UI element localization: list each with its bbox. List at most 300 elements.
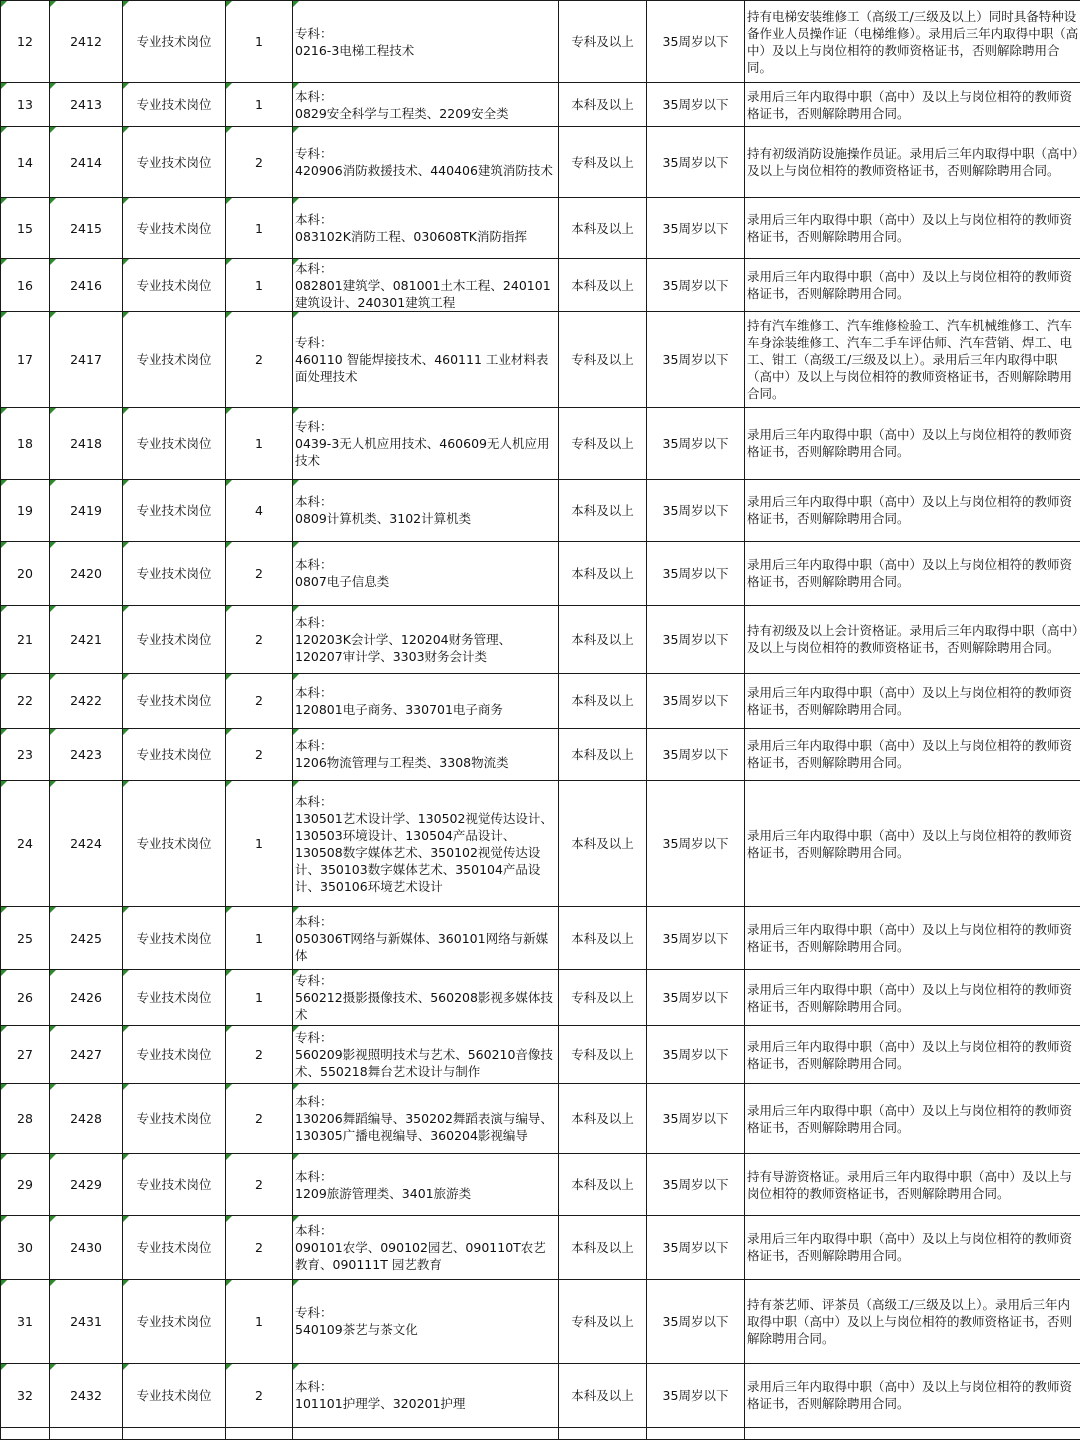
major-list: 1206物流管理与工程类、3308物流类 <box>295 755 509 771</box>
position-code-cell: 2416 <box>50 259 123 312</box>
row-number-cell: 32 <box>1 1363 50 1427</box>
cell-comment-marker-icon <box>226 1364 232 1370</box>
cell-comment-marker-icon <box>1 542 7 548</box>
hire-count-cell: 1 <box>226 83 293 127</box>
row-number-cell: 24 <box>1 780 50 906</box>
other-requirement-cell: 录用后三年内取得中职（高中）及以上与岗位相符的教师资格证书，否则解除聘用合同。 <box>745 1215 1080 1279</box>
row-number-cell: 13 <box>1 83 50 127</box>
cell-comment-marker-icon <box>1 970 7 976</box>
cell-comment-marker-icon <box>293 907 299 913</box>
education-cell: 专科及以上 <box>559 970 647 1026</box>
hire-count-cell: 1 <box>226 259 293 312</box>
cell-comment-marker-icon <box>293 1280 299 1286</box>
cell-comment-marker-icon <box>1 198 7 204</box>
age-requirement-cell: 35周岁以下 <box>647 1 745 83</box>
other-requirement-cell: 录用后三年内取得中职（高中）及以上与岗位相符的教师资格证书，否则解除聘用合同。 <box>745 1363 1080 1427</box>
major-requirement-cell <box>293 970 559 1026</box>
position-code-cell: 2425 <box>50 907 123 970</box>
age-requirement-cell: 35周岁以下 <box>647 83 745 127</box>
education-cell: 本科及以上 <box>559 259 647 312</box>
major-requirement-cell <box>293 312 559 407</box>
major-list: 460110 智能焊接技术、460111 工业材料表面处理技术 <box>295 351 549 384</box>
cell-comment-marker-icon <box>226 259 232 265</box>
table-row <box>1 907 1080 970</box>
cell-comment-marker-icon <box>226 83 232 89</box>
major-requirement-cell <box>293 198 559 259</box>
hire-count-cell: 1 <box>226 198 293 259</box>
age-requirement-cell: 35周岁以下 <box>647 312 745 407</box>
cell-comment-marker-icon <box>293 542 299 548</box>
cell-comment-marker-icon <box>50 907 56 913</box>
cell-comment-marker-icon <box>123 1084 129 1090</box>
empty-cell <box>559 1427 647 1439</box>
position-code-cell: 2417 <box>50 312 123 407</box>
table-row <box>1 673 1080 728</box>
hire-count-cell: 1 <box>226 780 293 906</box>
major-list: 130501艺术设计学、130502视觉传达设计、130503环境设计、130504产品设计、130508数字媒体艺术、350102视觉传达设计、350103数字媒体艺术、350104产品设计、350106环境艺术设计 <box>295 810 553 894</box>
major-list: 120801电子商务、330701电子商务 <box>295 701 503 717</box>
table-row <box>1 1154 1080 1215</box>
position-type-cell: 专业技术岗位 <box>123 312 226 407</box>
major-list: 090101农学、090102园艺、090110T农艺教育、090111T 园艺教育 <box>295 1239 546 1272</box>
cell-comment-marker-icon <box>293 83 299 89</box>
education-cell: 本科及以上 <box>559 83 647 127</box>
cell-comment-marker-icon <box>226 1026 232 1032</box>
major-requirement-cell <box>293 1215 559 1279</box>
cell-comment-marker-icon <box>226 729 232 735</box>
major-level-label: 本科： <box>295 1222 333 1238</box>
hire-count-cell: 2 <box>226 312 293 407</box>
cell-comment-marker-icon <box>50 970 56 976</box>
age-requirement-cell: 35周岁以下 <box>647 198 745 259</box>
major-list: 560209影视照明技术与艺术、560210音像技术、550218舞台艺术设计与制作 <box>295 1047 553 1080</box>
cell-comment-marker-icon <box>1 1 7 7</box>
table-body <box>1 1 1080 1440</box>
cell-comment-marker-icon <box>1 781 7 787</box>
cell-comment-marker-icon <box>1 1026 7 1032</box>
position-type-cell: 专业技术岗位 <box>123 1279 226 1363</box>
table-row <box>1 407 1080 479</box>
cell-comment-marker-icon <box>123 312 129 318</box>
row-number-cell: 16 <box>1 259 50 312</box>
cell-comment-marker-icon <box>1 312 7 318</box>
cell-comment-marker-icon <box>1 1084 7 1090</box>
education-cell: 本科及以上 <box>559 541 647 605</box>
cell-comment-marker-icon <box>50 198 56 204</box>
row-number-cell: 31 <box>1 1279 50 1363</box>
hire-count-cell: 2 <box>226 541 293 605</box>
table-row <box>1 605 1080 673</box>
cell-comment-marker-icon <box>50 480 56 486</box>
education-cell: 本科及以上 <box>559 780 647 906</box>
table-row <box>1 127 1080 198</box>
cell-comment-marker-icon <box>1 259 7 265</box>
position-code-cell: 2412 <box>50 1 123 83</box>
row-number-cell: 18 <box>1 407 50 479</box>
position-type-cell: 专业技术岗位 <box>123 1154 226 1215</box>
age-requirement-cell: 35周岁以下 <box>647 673 745 728</box>
cell-comment-marker-icon <box>293 1084 299 1090</box>
position-code-cell: 2432 <box>50 1363 123 1427</box>
age-requirement-cell: 35周岁以下 <box>647 780 745 906</box>
hire-count-cell: 1 <box>226 970 293 1026</box>
position-code-cell: 2420 <box>50 541 123 605</box>
major-level-label: 本科： <box>295 738 333 754</box>
row-number-cell: 30 <box>1 1215 50 1279</box>
other-requirement-cell: 录用后三年内取得中职（高中）及以上与岗位相符的教师资格证书，否则解除聘用合同。 <box>745 970 1080 1026</box>
cell-comment-marker-icon <box>226 970 232 976</box>
other-requirement-cell: 录用后三年内取得中职（高中）及以上与岗位相符的教师资格证书，否则解除聘用合同。 <box>745 479 1080 541</box>
major-requirement-cell <box>293 479 559 541</box>
empty-cell <box>226 1427 293 1439</box>
age-requirement-cell: 35周岁以下 <box>647 479 745 541</box>
cell-comment-marker-icon <box>50 781 56 787</box>
cell-comment-marker-icon <box>123 1364 129 1370</box>
education-cell: 专科及以上 <box>559 1279 647 1363</box>
cell-comment-marker-icon <box>293 198 299 204</box>
major-requirement-cell <box>293 1084 559 1154</box>
cell-comment-marker-icon <box>50 1 56 7</box>
hire-count-cell: 2 <box>226 1363 293 1427</box>
age-requirement-cell: 35周岁以下 <box>647 541 745 605</box>
major-requirement-cell <box>293 1363 559 1427</box>
cell-comment-marker-icon <box>123 408 129 414</box>
age-requirement-cell: 35周岁以下 <box>647 1154 745 1215</box>
cell-comment-marker-icon <box>293 1 299 7</box>
major-list: 083102K消防工程、030608TK消防指挥 <box>295 229 527 245</box>
cell-comment-marker-icon <box>123 1154 129 1160</box>
cell-comment-marker-icon <box>293 970 299 976</box>
hire-count-cell: 1 <box>226 407 293 479</box>
age-requirement-cell: 35周岁以下 <box>647 970 745 1026</box>
position-code-cell: 2418 <box>50 407 123 479</box>
other-requirement-cell: 持有汽车维修工、汽车维修检验工、汽车机械维修工、汽车车身涂装维修工、汽车二手车评估师、汽车营销、焊工、电工、钳工（高级工/三级及以上）。录用后三年内取得中职（高中）及以上与岗位相符的教师资格证书，否则解除聘用合同。 <box>745 312 1080 407</box>
table-row <box>1 312 1080 407</box>
cell-comment-marker-icon <box>123 781 129 787</box>
major-level-label: 本科： <box>295 1379 333 1395</box>
table-row <box>1 1363 1080 1427</box>
row-number-cell: 17 <box>1 312 50 407</box>
position-type-cell: 专业技术岗位 <box>123 479 226 541</box>
major-list: 120203K会计学、120204财务管理、120207审计学、3303财务会计类 <box>295 631 512 664</box>
cell-comment-marker-icon <box>293 127 299 133</box>
age-requirement-cell: 35周岁以下 <box>647 605 745 673</box>
major-list: 130206舞蹈编导、350202舞蹈表演与编导、130305广播电视编导、360204影视编导 <box>295 1111 553 1144</box>
position-code-cell: 2427 <box>50 1026 123 1084</box>
major-level-label: 本科： <box>295 1094 333 1110</box>
other-requirement-cell: 持有导游资格证。录用后三年内取得中职（高中）及以上与岗位相符的教师资格证书，否则解除聘用合同。 <box>745 1154 1080 1215</box>
other-requirement-cell: 持有电梯安装维修工（高级工/三级及以上）同时具备特种设备作业人员操作证（电梯维修）。录用后三年内取得中职（高中）及以上与岗位相符的教师资格证书，否则解除聘用合同。 <box>745 1 1080 83</box>
major-requirement-cell <box>293 127 559 198</box>
cell-comment-marker-icon <box>226 1154 232 1160</box>
major-level-label: 专科： <box>295 418 333 434</box>
major-level-label: 本科： <box>295 913 333 929</box>
hire-count-cell: 2 <box>226 127 293 198</box>
cell-comment-marker-icon <box>226 1084 232 1090</box>
position-code-cell: 2413 <box>50 83 123 127</box>
major-requirement-cell <box>293 407 559 479</box>
hire-count-cell: 1 <box>226 1 293 83</box>
major-requirement-cell <box>293 1279 559 1363</box>
table-row <box>1 780 1080 906</box>
other-requirement-cell: 持有初级及以上会计资格证。录用后三年内取得中职（高中）及以上与岗位相符的教师资格证书，否则解除聘用合同。 <box>745 605 1080 673</box>
cell-comment-marker-icon <box>123 83 129 89</box>
cell-comment-marker-icon <box>293 729 299 735</box>
cell-comment-marker-icon <box>1 1364 7 1370</box>
cell-comment-marker-icon <box>1 1280 7 1286</box>
major-requirement-cell <box>293 907 559 970</box>
major-level-label: 本科： <box>295 212 333 228</box>
major-requirement-cell <box>293 259 559 312</box>
cell-comment-marker-icon <box>1 1216 7 1222</box>
hire-count-cell: 4 <box>226 479 293 541</box>
position-type-cell: 专业技术岗位 <box>123 970 226 1026</box>
hire-count-cell: 2 <box>226 1154 293 1215</box>
cell-comment-marker-icon <box>293 606 299 612</box>
education-cell: 本科及以上 <box>559 673 647 728</box>
table-row <box>1 1 1080 83</box>
cell-comment-marker-icon <box>1 729 7 735</box>
age-requirement-cell: 35周岁以下 <box>647 259 745 312</box>
cell-comment-marker-icon <box>293 1154 299 1160</box>
cell-comment-marker-icon <box>226 674 232 680</box>
cell-comment-marker-icon <box>50 1154 56 1160</box>
major-requirement-cell <box>293 1154 559 1215</box>
table-row <box>1 83 1080 127</box>
education-cell: 本科及以上 <box>559 728 647 780</box>
cell-comment-marker-icon <box>226 408 232 414</box>
cell-comment-marker-icon <box>1 83 7 89</box>
major-level-label: 专科： <box>295 25 333 41</box>
position-code-cell: 2421 <box>50 605 123 673</box>
cell-comment-marker-icon <box>293 674 299 680</box>
cell-comment-marker-icon <box>226 542 232 548</box>
cell-comment-marker-icon <box>50 1084 56 1090</box>
position-type-cell: 专业技术岗位 <box>123 407 226 479</box>
cell-comment-marker-icon <box>123 480 129 486</box>
major-list: 0807电子信息类 <box>295 574 390 590</box>
row-number-cell: 23 <box>1 728 50 780</box>
major-level-label: 本科： <box>295 684 333 700</box>
empty-cell <box>647 1427 745 1439</box>
position-type-cell: 专业技术岗位 <box>123 127 226 198</box>
table-row <box>1 541 1080 605</box>
empty-cell <box>745 1427 1080 1439</box>
position-code-cell: 2426 <box>50 970 123 1026</box>
age-requirement-cell: 35周岁以下 <box>647 407 745 479</box>
age-requirement-cell: 35周岁以下 <box>647 907 745 970</box>
hire-count-cell: 2 <box>226 1215 293 1279</box>
position-code-cell: 2414 <box>50 127 123 198</box>
table-row <box>1 479 1080 541</box>
major-list: 420906消防救援技术、440406建筑消防技术 <box>295 163 553 179</box>
cell-comment-marker-icon <box>293 408 299 414</box>
education-cell: 本科及以上 <box>559 1084 647 1154</box>
row-number-cell: 28 <box>1 1084 50 1154</box>
education-cell: 专科及以上 <box>559 407 647 479</box>
cell-comment-marker-icon <box>123 127 129 133</box>
position-type-cell: 专业技术岗位 <box>123 673 226 728</box>
cell-comment-marker-icon <box>1 127 7 133</box>
other-requirement-cell: 录用后三年内取得中职（高中）及以上与岗位相符的教师资格证书，否则解除聘用合同。 <box>745 407 1080 479</box>
major-list: 0809计算机类、3102计算机类 <box>295 511 472 527</box>
education-cell: 本科及以上 <box>559 479 647 541</box>
hire-count-cell: 2 <box>226 1026 293 1084</box>
hire-count-cell: 2 <box>226 673 293 728</box>
major-level-label: 本科： <box>295 614 333 630</box>
table-row-partial <box>1 1427 1080 1439</box>
other-requirement-cell: 录用后三年内取得中职（高中）及以上与岗位相符的教师资格证书，否则解除聘用合同。 <box>745 728 1080 780</box>
other-requirement-cell: 录用后三年内取得中职（高中）及以上与岗位相符的教师资格证书，否则解除聘用合同。 <box>745 907 1080 970</box>
major-level-label: 本科： <box>295 1168 333 1184</box>
row-number-cell: 27 <box>1 1026 50 1084</box>
major-list: 082801建筑学、081001土木工程、240101建筑设计、240301建筑工程 <box>295 277 551 310</box>
cell-comment-marker-icon <box>50 674 56 680</box>
major-requirement-cell <box>293 541 559 605</box>
education-cell: 专科及以上 <box>559 127 647 198</box>
position-type-cell: 专业技术岗位 <box>123 83 226 127</box>
hire-count-cell: 2 <box>226 728 293 780</box>
age-requirement-cell: 35周岁以下 <box>647 1215 745 1279</box>
table-row <box>1 1026 1080 1084</box>
cell-comment-marker-icon <box>50 312 56 318</box>
major-list: 0216-3电梯工程技术 <box>295 42 415 58</box>
cell-comment-marker-icon <box>50 542 56 548</box>
age-requirement-cell: 35周岁以下 <box>647 1363 745 1427</box>
position-code-cell: 2430 <box>50 1215 123 1279</box>
major-level-label: 本科： <box>295 88 333 104</box>
cell-comment-marker-icon <box>1 907 7 913</box>
table-row <box>1 1084 1080 1154</box>
cell-comment-marker-icon <box>293 781 299 787</box>
cell-comment-marker-icon <box>123 729 129 735</box>
cell-comment-marker-icon <box>50 127 56 133</box>
row-number-cell: 29 <box>1 1154 50 1215</box>
other-requirement-cell: 录用后三年内取得中职（高中）及以上与岗位相符的教师资格证书，否则解除聘用合同。 <box>745 198 1080 259</box>
table-row <box>1 970 1080 1026</box>
position-type-cell: 专业技术岗位 <box>123 1084 226 1154</box>
position-code-cell: 2424 <box>50 780 123 906</box>
age-requirement-cell: 35周岁以下 <box>647 1084 745 1154</box>
major-level-label: 专科： <box>295 334 333 350</box>
education-cell: 专科及以上 <box>559 312 647 407</box>
cell-comment-marker-icon <box>123 259 129 265</box>
age-requirement-cell: 35周岁以下 <box>647 728 745 780</box>
table-row <box>1 1279 1080 1363</box>
cell-comment-marker-icon <box>123 1280 129 1286</box>
cell-comment-marker-icon <box>1 674 7 680</box>
cell-comment-marker-icon <box>293 480 299 486</box>
education-cell: 本科及以上 <box>559 1363 647 1427</box>
cell-comment-marker-icon <box>226 1 232 7</box>
major-list: 540109茶艺与茶文化 <box>295 1322 418 1338</box>
hire-count-cell: 1 <box>226 1279 293 1363</box>
cell-comment-marker-icon <box>226 1216 232 1222</box>
row-number-cell: 14 <box>1 127 50 198</box>
major-requirement-cell <box>293 780 559 906</box>
cell-comment-marker-icon <box>1 1154 7 1160</box>
cell-comment-marker-icon <box>50 606 56 612</box>
cell-comment-marker-icon <box>123 198 129 204</box>
major-list: 560212摄影摄像技术、560208影视多媒体技术 <box>295 990 553 1023</box>
row-number-cell: 22 <box>1 673 50 728</box>
cell-comment-marker-icon <box>50 1216 56 1222</box>
cell-comment-marker-icon <box>1 408 7 414</box>
cell-comment-marker-icon <box>226 312 232 318</box>
position-code-cell: 2423 <box>50 728 123 780</box>
major-list: 101101护理学、320201护理 <box>295 1396 466 1412</box>
empty-cell <box>293 1427 559 1439</box>
cell-comment-marker-icon <box>50 408 56 414</box>
major-requirement-cell <box>293 1026 559 1084</box>
other-requirement-cell: 录用后三年内取得中职（高中）及以上与岗位相符的教师资格证书，否则解除聘用合同。 <box>745 259 1080 312</box>
major-level-label: 本科： <box>295 494 333 510</box>
cell-comment-marker-icon <box>123 907 129 913</box>
other-requirement-cell: 录用后三年内取得中职（高中）及以上与岗位相符的教师资格证书，否则解除聘用合同。 <box>745 1026 1080 1084</box>
cell-comment-marker-icon <box>226 127 232 133</box>
education-cell: 专科及以上 <box>559 1026 647 1084</box>
cell-comment-marker-icon <box>123 970 129 976</box>
cell-comment-marker-icon <box>50 1364 56 1370</box>
major-list: 0829安全科学与工程类、2209安全类 <box>295 105 509 121</box>
empty-cell <box>123 1427 226 1439</box>
position-type-cell: 专业技术岗位 <box>123 605 226 673</box>
major-requirement-cell <box>293 728 559 780</box>
table-row <box>1 198 1080 259</box>
other-requirement-cell: 录用后三年内取得中职（高中）及以上与岗位相符的教师资格证书，否则解除聘用合同。 <box>745 780 1080 906</box>
row-number-cell: 25 <box>1 907 50 970</box>
cell-comment-marker-icon <box>226 198 232 204</box>
position-type-cell: 专业技术岗位 <box>123 780 226 906</box>
cell-comment-marker-icon <box>123 1216 129 1222</box>
age-requirement-cell: 35周岁以下 <box>647 1026 745 1084</box>
major-level-label: 本科： <box>295 793 333 809</box>
cell-comment-marker-icon <box>123 674 129 680</box>
cell-comment-marker-icon <box>50 1026 56 1032</box>
position-type-cell: 专业技术岗位 <box>123 1026 226 1084</box>
cell-comment-marker-icon <box>293 1216 299 1222</box>
position-type-cell: 专业技术岗位 <box>123 1363 226 1427</box>
row-number-cell: 19 <box>1 479 50 541</box>
position-code-cell: 2422 <box>50 673 123 728</box>
cell-comment-marker-icon <box>50 1280 56 1286</box>
cell-comment-marker-icon <box>293 259 299 265</box>
cell-comment-marker-icon <box>293 1364 299 1370</box>
table-row <box>1 1215 1080 1279</box>
row-number-cell: 12 <box>1 1 50 83</box>
major-requirement-cell <box>293 673 559 728</box>
row-number-cell: 20 <box>1 541 50 605</box>
empty-cell <box>1 1427 50 1439</box>
cell-comment-marker-icon <box>50 259 56 265</box>
major-requirement-cell <box>293 605 559 673</box>
other-requirement-cell: 持有茶艺师、评茶员（高级工/三级及以上）。录用后三年内取得中职（高中）及以上与岗位相符的教师资格证书，否则解除聘用合同。 <box>745 1279 1080 1363</box>
major-level-label: 专科： <box>295 1030 333 1046</box>
position-type-cell: 专业技术岗位 <box>123 541 226 605</box>
major-list: 1209旅游管理类、3401旅游类 <box>295 1185 472 1201</box>
cell-comment-marker-icon <box>1 480 7 486</box>
education-cell: 本科及以上 <box>559 907 647 970</box>
cell-comment-marker-icon <box>123 542 129 548</box>
cell-comment-marker-icon <box>123 606 129 612</box>
position-code-cell: 2419 <box>50 479 123 541</box>
major-list: 0439-3无人机应用技术、460609无人机应用技术 <box>295 435 550 468</box>
cell-comment-marker-icon <box>226 606 232 612</box>
position-code-cell: 2431 <box>50 1279 123 1363</box>
other-requirement-cell: 录用后三年内取得中职（高中）及以上与岗位相符的教师资格证书，否则解除聘用合同。 <box>745 83 1080 127</box>
cell-comment-marker-icon <box>50 729 56 735</box>
hire-count-cell: 1 <box>226 907 293 970</box>
